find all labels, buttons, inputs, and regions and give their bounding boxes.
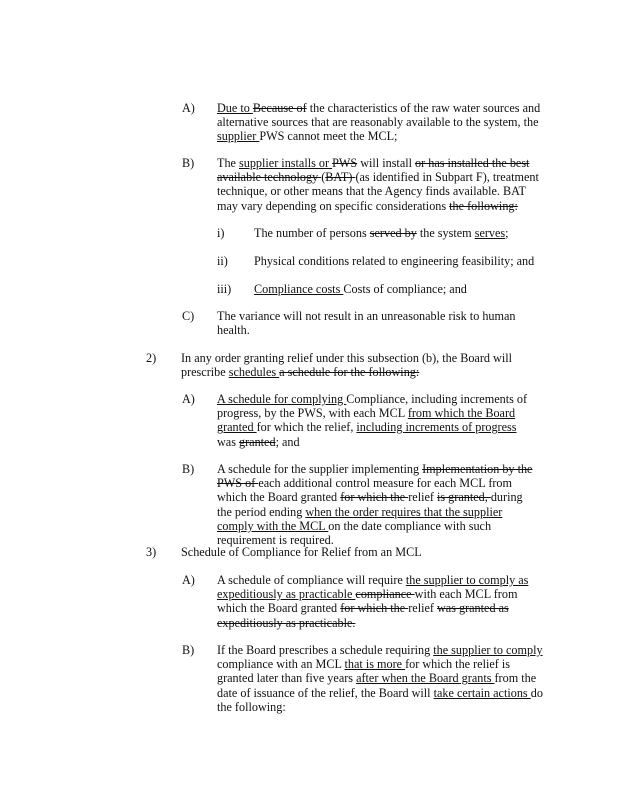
- item-text: [181, 351, 519, 379]
- item-label: A): [182, 392, 195, 406]
- text-segment: The variance will not result in an unreasonable risk to human health.: [217, 309, 516, 338]
- deleted-text: a schedule for the following:: [279, 365, 420, 380]
- text-segment: relief: [408, 490, 437, 505]
- inserted-text: supplier installs or: [239, 156, 333, 170]
- text-segment: ;: [505, 226, 509, 240]
- item-text: [254, 282, 554, 296]
- text-segment: The: [217, 156, 239, 170]
- inserted-text: A schedule for complying: [217, 392, 347, 406]
- inserted-text: serves: [474, 226, 506, 240]
- item-label: iii): [217, 282, 232, 296]
- deleted-text: Because of: [252, 101, 307, 115]
- item-text: [254, 254, 554, 268]
- text-segment: Costs of compliance; and: [343, 282, 467, 296]
- item-text: [217, 462, 539, 547]
- item-text: [217, 392, 535, 449]
- inserted-text: when the order requires that the supplier comply with the MCL: [217, 504, 503, 533]
- text-segment: with each MCL from which the Board granted: [217, 587, 518, 616]
- text-segment: the system: [416, 226, 475, 240]
- deleted-text: was granted as expeditiously as practicable.: [217, 601, 509, 630]
- item-text: [217, 156, 539, 213]
- text-segment: PWS cannot meet the MCL;: [259, 129, 398, 144]
- inserted-text: including increments of progress: [356, 420, 517, 435]
- deleted-text: is granted,: [437, 490, 491, 505]
- deleted-text: compliance: [355, 587, 415, 602]
- text-segment: (as identified in Subpart F), treatment technique, or other means that the Agency finds available. BAT may vary depending on specific considerations: [217, 170, 539, 213]
- deleted-text: granted: [239, 434, 276, 449]
- deleted-text: the following:: [449, 198, 518, 213]
- item-label: B): [182, 462, 195, 476]
- inserted-text: from which the Board granted: [217, 406, 516, 435]
- text-segment: for which the relief is granted later than five years: [217, 657, 511, 686]
- inserted-text: when the Board grants: [381, 671, 495, 686]
- text-segment: ; and: [275, 434, 300, 449]
- text-segment: A schedule of compliance will require: [217, 573, 406, 587]
- text-segment: each additional control measure for each MCL from which the Board granted: [217, 476, 513, 505]
- text-segment: from the date of issuance of the relief, the Board will: [217, 671, 537, 700]
- deleted-text: Implementation by the PWS of: [217, 462, 533, 491]
- deleted-text: BAT): [325, 170, 356, 185]
- text-segment: Schedule of Compliance for Relief from an MCL: [181, 545, 422, 559]
- text-segment: compliance with an MCL: [217, 657, 345, 672]
- inserted-text: Due to: [217, 101, 253, 115]
- text-segment: on the date compliance with such requirement is required.: [217, 518, 492, 548]
- inserted-text: supplier: [217, 129, 260, 144]
- deleted-text: for which the: [340, 601, 409, 616]
- text-segment: was: [217, 434, 240, 449]
- inserted-text: the supplier to comply as expeditiously as practicable: [217, 573, 529, 602]
- item-text: [217, 101, 547, 144]
- item-label: 2): [146, 351, 157, 365]
- text-segment: A schedule for the supplier implementing: [217, 462, 423, 476]
- text-segment: Physical conditions related to engineering feasibility; and: [254, 254, 535, 268]
- item-label: C): [182, 309, 195, 323]
- text-segment: (: [321, 170, 326, 185]
- text-segment: If the Board prescribes a schedule requiring: [217, 643, 434, 657]
- item-label: A): [182, 101, 195, 115]
- inserted-text: schedules: [228, 365, 280, 380]
- text-segment: relief: [408, 601, 437, 616]
- text-segment: Compliance, including increments of progress, by the PWS, with each MCL: [217, 392, 528, 421]
- inserted-text: after: [356, 671, 382, 686]
- item-label: 3): [146, 545, 157, 559]
- item-label: i): [217, 226, 225, 240]
- inserted-text: take certain actions: [433, 685, 531, 700]
- deleted-text: or has installed the best available technology: [217, 156, 530, 185]
- text-segment: for which the relief,: [256, 420, 357, 435]
- deleted-text: PWS: [332, 156, 358, 170]
- text-segment: the characteristics of the raw water sources and alternative sources that are reasonably available to the system, the: [217, 101, 541, 130]
- item-label: B): [182, 643, 195, 657]
- text-segment: will install: [357, 156, 416, 170]
- item-text: [254, 226, 554, 240]
- text-segment: during the period ending: [217, 490, 523, 519]
- deleted-text: served by: [369, 226, 417, 240]
- inserted-text: the supplier to comply: [433, 643, 543, 657]
- deleted-text: for which the: [340, 490, 409, 505]
- inserted-text: Compliance costs: [254, 282, 344, 296]
- item-label: A): [182, 573, 195, 587]
- item-label: ii): [217, 254, 228, 268]
- item-text: [217, 573, 529, 630]
- item-text: [181, 545, 511, 559]
- text-segment: In any order granting relief under this subsection (b), the Board will prescribe: [181, 351, 513, 380]
- item-label: B): [182, 156, 195, 170]
- item-text: [217, 643, 547, 714]
- text-segment: do the following:: [217, 685, 543, 714]
- item-text: [217, 309, 522, 337]
- inserted-text: that is more: [344, 657, 406, 672]
- text-segment: The number of persons: [254, 226, 370, 240]
